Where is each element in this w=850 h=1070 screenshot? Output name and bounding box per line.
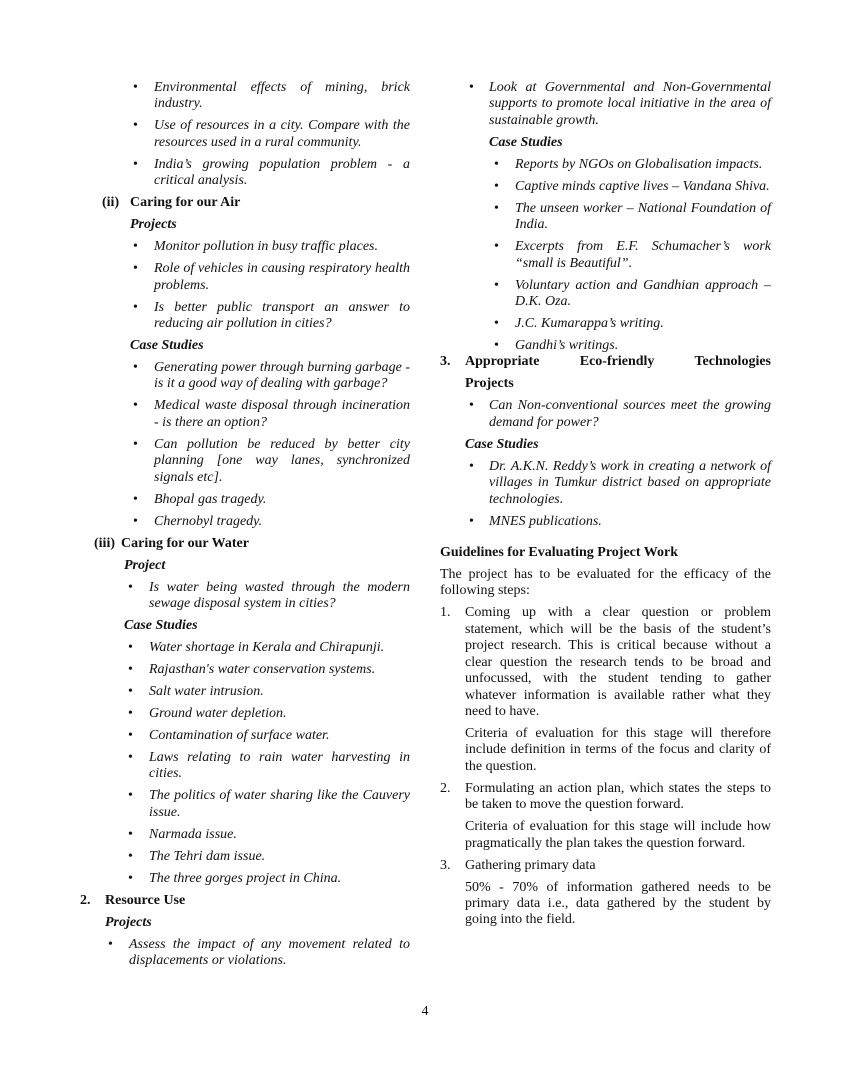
list-item [440,239,771,272]
list-item-text: The three gorges project in China. [149,870,342,886]
list-item [80,827,410,843]
left-column [80,80,410,970]
bullet-icon: • [128,706,133,722]
bullet-icon: • [128,579,133,595]
list-item [440,514,771,530]
list-item-text: Generating power through burning garbage - is it a good way of dealing with garbage? [154,360,410,392]
subheading-label: Case Studies [124,618,198,634]
list-item-text: Excerpts from E.F. Schumacher’s work “small is Beautiful”. [515,239,771,271]
list-item-text: Laws relating to rain water harvesting in cities. [149,750,410,782]
list-item-text: Voluntary action and Gandhian approach – D.K. Oza. [515,277,771,310]
list-item-text: Is water being wasted through the modern sewage disposal system in cities? [149,579,410,612]
subheading-label: Projects [130,217,177,233]
step-criteria: Criteria of evaluation for this stage will therefore include definition in terms of the focus and clarity of the question. [465,725,771,774]
section-heading [440,354,771,370]
section-heading [80,893,410,909]
bullet-icon: • [494,239,499,255]
list-item [80,871,410,887]
list-item-text: MNES publications. [489,513,602,529]
list-item [440,316,771,332]
list-item-text: Role of vehicles in causing respiratory health problems. [154,261,410,293]
bullet-icon: • [133,360,138,376]
section-title: Resource Use [105,892,186,908]
bullet-icon: • [133,398,138,414]
list-item [80,157,410,190]
list-item [80,239,410,255]
bullet-icon: • [494,200,499,216]
list-item-text: Narmada issue. [149,826,237,842]
subheading-label: Project [124,557,166,573]
step-item [440,858,771,874]
list-item [80,849,410,865]
list-item [80,261,410,294]
bullet-icon: • [128,750,133,766]
list-item [80,360,410,393]
section-heading [80,195,410,211]
step-item [440,781,771,814]
step-number: 3. [440,857,451,873]
subheading-label: Projects [105,914,152,930]
list-item [80,937,410,970]
section-number: 2. [80,892,91,908]
list-item [440,201,771,234]
list-item-text: Reports by NGOs on Globalisation impacts. [515,156,763,172]
list-item-text: Look at Governmental and Non-Governmental supports to promote local initiative in the area of sustainable growth. [489,80,771,128]
step-item [440,605,771,720]
list-item [80,514,410,530]
step-criteria: Criteria of evaluation for this stage will include how pragmatically the plan takes the question forward. [465,819,771,851]
list-item [80,398,410,431]
list-item-text: Can pollution be reduced by better city planning [one way lanes, synchronized signals etc]. [154,436,410,485]
bullet-icon: • [133,299,138,315]
list-item [440,278,771,311]
bullet-icon: • [133,491,138,507]
section-number: (ii) [102,195,120,211]
list-item-text: Environmental effects of mining, brick industry. [154,80,410,112]
list-item-text: Chernobyl tragedy. [154,513,263,529]
list-item-text: Contamination of surface water. [149,728,330,744]
list-item-text: Water shortage in Kerala and Chirapunji. [149,640,385,656]
bullet-icon: • [128,640,133,656]
bullet-icon: • [133,80,138,95]
bullet-icon: • [128,728,133,744]
bullet-icon: • [494,338,499,354]
section-title: Caring for our Air [130,195,241,211]
list-item [80,580,410,613]
list-item [440,338,771,354]
step-text: Gathering primary data [465,857,596,873]
section-3 [440,354,771,530]
section-number: (iii) [94,535,115,551]
subheading-label: Case Studies [465,436,539,452]
step-criteria: 50% - 70% of information gathered needs to be primary data i.e., data gathered by the student by going into the field. [465,879,771,928]
bullet-icon: • [469,398,474,414]
step-number: 1. [440,605,451,621]
list-item [80,750,410,783]
section-title: Appropriate Eco-friendly Technologies [465,354,771,370]
list-item-text: Bhopal gas tragedy. [154,491,267,507]
list-item [80,118,410,151]
bullet-icon: • [469,458,474,474]
bullet-icon: • [133,261,138,277]
list-item-text: Is better public transport an answer to reducing air pollution in cities? [154,299,410,332]
subheading-label: Case Studies [130,338,204,354]
section-title: Caring for our Water [121,535,249,551]
bullet-icon: • [128,662,133,678]
guidelines-intro: The project has to be evaluated for the efficacy of the following steps: [440,567,771,599]
bullet-icon: • [133,239,138,255]
bullet-icon: • [128,826,133,842]
list-item-text: Gandhi’s writings. [515,338,619,354]
list-item-text: The Tehri dam issue. [149,848,266,864]
bullet-icon: • [128,788,133,804]
list-item [80,492,410,508]
list-item-text: The unseen worker – National Foundation of India. [515,200,771,233]
list-item [440,398,771,431]
bullet-icon: • [133,436,138,452]
list-item [80,640,410,656]
step-text: Coming up with a clear question or problem statement, which will be the basis of the student’s project research. This is critical because without a clear question the research tends to be broad and unfocussed, with the student tending to gather whatever information is available rather what they need to have. [465,605,771,719]
list-item-text: Ground water depletion. [149,706,287,722]
list-item [80,706,410,722]
guidelines-title: Guidelines for Evaluating Project Work [440,545,679,561]
right-column [440,80,771,929]
bullet-icon: • [128,848,133,864]
list-item-text: J.C. Kumarappa’s writing. [515,316,664,332]
bullet-icon: • [128,684,133,700]
list-item-text: Rajasthan's water conservation systems. [149,662,376,678]
list-item-text: Can Non-conventional sources meet the growing demand for power? [489,398,771,430]
bullet-icon: • [494,178,499,194]
list-item [80,684,410,700]
list-item-text: Use of resources in a city. Compare with the resources used in a rural community. [154,118,410,150]
page-number: 4 [421,1004,429,1019]
list-item [440,459,771,508]
list-item-text: Monitor pollution in busy traffic places. [154,239,378,255]
list-item-text: Assess the impact of any movement related to displacements or violations. [129,936,410,969]
bullet-icon: • [133,513,138,529]
subheading-label: Projects [465,376,514,392]
list-item-text: Dr. A.K.N. Reddy’s work in creating a network of villages in Tumkur district based on appropriate technologies. [489,458,771,507]
section-heading [80,536,410,552]
list-item-text: Medical waste disposal through incineration - is there an option? [154,398,410,430]
bullet-icon: • [133,118,138,134]
bullet-icon: • [133,156,138,172]
list-item-text: Salt water intrusion. [149,684,264,700]
list-item [440,179,771,195]
subheading-label: Case Studies [489,134,563,150]
list-item [80,437,410,486]
bullet-icon: • [108,936,113,952]
bullet-icon: • [494,277,499,293]
list-item [440,80,771,129]
list-item [80,80,410,113]
list-item [80,788,410,821]
list-item [440,157,771,173]
step-number: 2. [440,780,451,796]
list-item-text: The politics of water sharing like the Cauvery issue. [149,788,410,820]
bullet-icon: • [469,80,474,95]
list-item [80,728,410,744]
bullet-icon: • [494,316,499,332]
bullet-icon: • [469,513,474,529]
section-number: 3. [440,354,451,370]
step-text: Formulating an action plan, which states the steps to be taken to move the question forward. [465,780,771,813]
bullet-icon: • [128,870,133,886]
list-item-text: Captive minds captive lives – Vandana Shiva. [515,178,770,194]
list-item [80,300,410,333]
list-item-text: India’s growing population problem - a critical analysis. [154,156,410,189]
bullet-icon: • [494,156,499,172]
list-item [80,662,410,678]
